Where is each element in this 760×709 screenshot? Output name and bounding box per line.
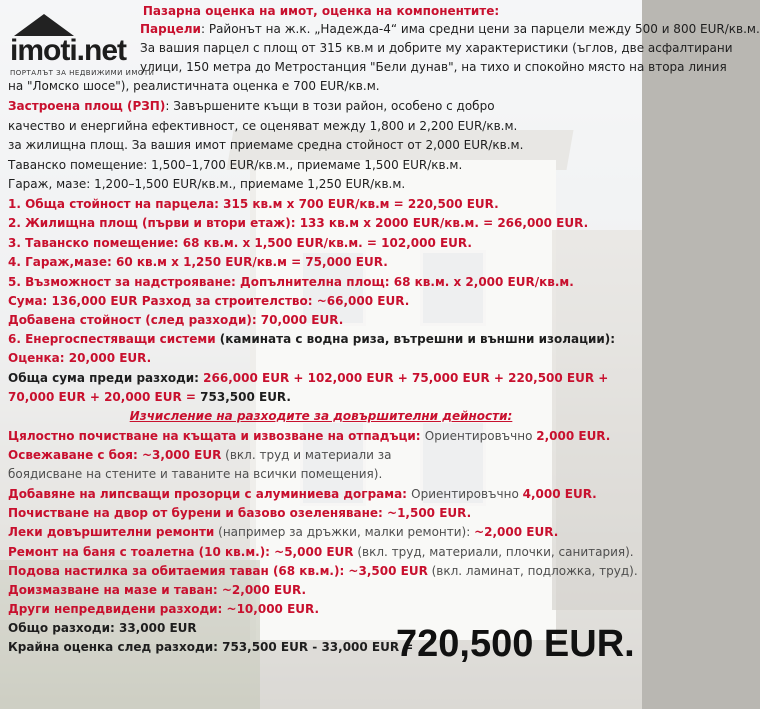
cost-painting-detail: боядисване на стените и таваните на всички помещения). (8, 467, 383, 481)
cost-cleaning: Цялостно почистване на къщата и извозване на отпадъци: Ориентировъчно 2,000 EUR. (8, 429, 611, 443)
built-area-line-2: качество и енергийна ефективност, се оценяват между 1,800 и 2,200 EUR/кв.м. (8, 119, 518, 133)
parcel-line-3: улици, 150 метра до Метростанция "Бели дунав", на тихо и спокойно място на втора линия (140, 60, 727, 74)
parcel-line-2: За вашия парцел с площ от 315 кв.м и добрите му характеристики (ъглов, две асфалтирани (140, 41, 733, 55)
cost-painting: Освежаване с боя: ~3,000 EUR (вкл. труд и материали за (8, 448, 392, 462)
item-6-energy-systems: 6. Енергоспестяващи системи (камината с водна риза, вътрешни и външни изолации): (8, 332, 616, 346)
item-1-parcel-value: 1. Обща стойност на парцела: 315 кв.м x 700 EUR/кв.м = 220,500 EUR. (8, 197, 499, 211)
item-5-added-value: Добавена стойност (след разходи): 70,000 EUR. (8, 313, 344, 327)
final-valuation-value: 720,500 EUR. (396, 623, 635, 665)
cost-yard: Почистване на двор от бурени и базово озеленяване: ~1,500 EUR. (8, 506, 472, 520)
built-area-line-1: Застроена площ (РЗП): Завършените къщи в този район, особено с добро (8, 99, 495, 113)
cost-windows: Добавяне на липсващи прозорци с алуминиева дограма: Ориентировъчно 4,000 EUR. (8, 487, 597, 501)
total-before-costs-line-1: Обща сума преди разходи: 266,000 EUR + 102,000 EUR + 75,000 EUR + 220,500 EUR + (8, 371, 609, 385)
item-2-living-area: 2. Жилищна площ (първи и втори етаж): 133 кв.м x 2000 EUR/кв.м. = 266,000 EUR. (8, 216, 589, 230)
parcel-line-1: Парцели: Районът на ж.к. „Надежда-4“ има средни цени за парцели между 500 и 800 EUR/кв.м. (140, 22, 760, 36)
item-5-sum: Сума: 136,000 EUR Разход за строителство: ~66,000 EUR. (8, 294, 410, 308)
attic-price-line: Таванско помещение: 1,500–1,700 EUR/кв.м., приемаме 1,500 EUR/кв.м. (8, 158, 463, 172)
cost-minor-repairs: Леки довършителни ремонти (например за дръжки, малки ремонти): ~2,000 EUR. (8, 525, 559, 539)
final-valuation-label: Крайна оценка след разходи: 753,500 EUR - 33,000 EUR = (8, 640, 414, 654)
cost-attic-floor: Подова настилка за обитаемия таван (68 кв.м.): ~3,500 EUR (вкл. ламинат, подложка, труд). (8, 564, 638, 578)
built-area-line-3: за жилищна площ. За вашия имот приемаме средна стойност от 2,000 EUR/кв.м. (8, 138, 524, 152)
garage-price-line: Гараж, мазе: 1,200–1,500 EUR/кв.м., приемаме 1,250 EUR/кв.м. (8, 177, 406, 191)
parcel-line-4: на "Ломско шосе"), реалистичната оценка е 700 EUR/кв.м. (8, 79, 380, 93)
logo-wordmark: imoti.net (10, 34, 126, 67)
cost-bathroom: Ремонт на баня с тоалетна (10 кв.м.): ~5,000 EUR (вкл. труд, материали, плочки, санитария). (8, 545, 634, 559)
cost-plastering: Доизмазване на мазе и таван: ~2,000 EUR. (8, 583, 307, 597)
costs-heading: Изчисление на разходите за довършителни дейности: (129, 409, 513, 423)
total-costs: Общо разходи: 33,000 EUR (8, 621, 197, 635)
item-3-attic: 3. Таванско помещение: 68 кв.м. x 1,500 EUR/кв.м. = 102,000 EUR. (8, 236, 472, 250)
document-heading: Пазарна оценка на имот, оценка на компонентите: (142, 4, 500, 18)
cost-unforeseen: Други непредвидени разходи: ~10,000 EUR. (8, 602, 320, 616)
item-4-garage: 4. Гараж,мазе: 60 кв.м x 1,250 EUR/кв.м = 75,000 EUR. (8, 255, 388, 269)
logo-tagline: ПОРТАЛЪТ ЗА НЕДВИЖИМИ ИМОТИ (10, 69, 155, 77)
item-5-extension: 5. Възможност за надстрояване: Допълнителна площ: 68 кв.м. x 2,000 EUR/кв.м. (8, 275, 574, 289)
item-6-assessment: Оценка: 20,000 EUR. (8, 351, 152, 365)
total-before-costs-line-2: 70,000 EUR + 20,000 EUR = 753,500 EUR. (8, 390, 291, 404)
